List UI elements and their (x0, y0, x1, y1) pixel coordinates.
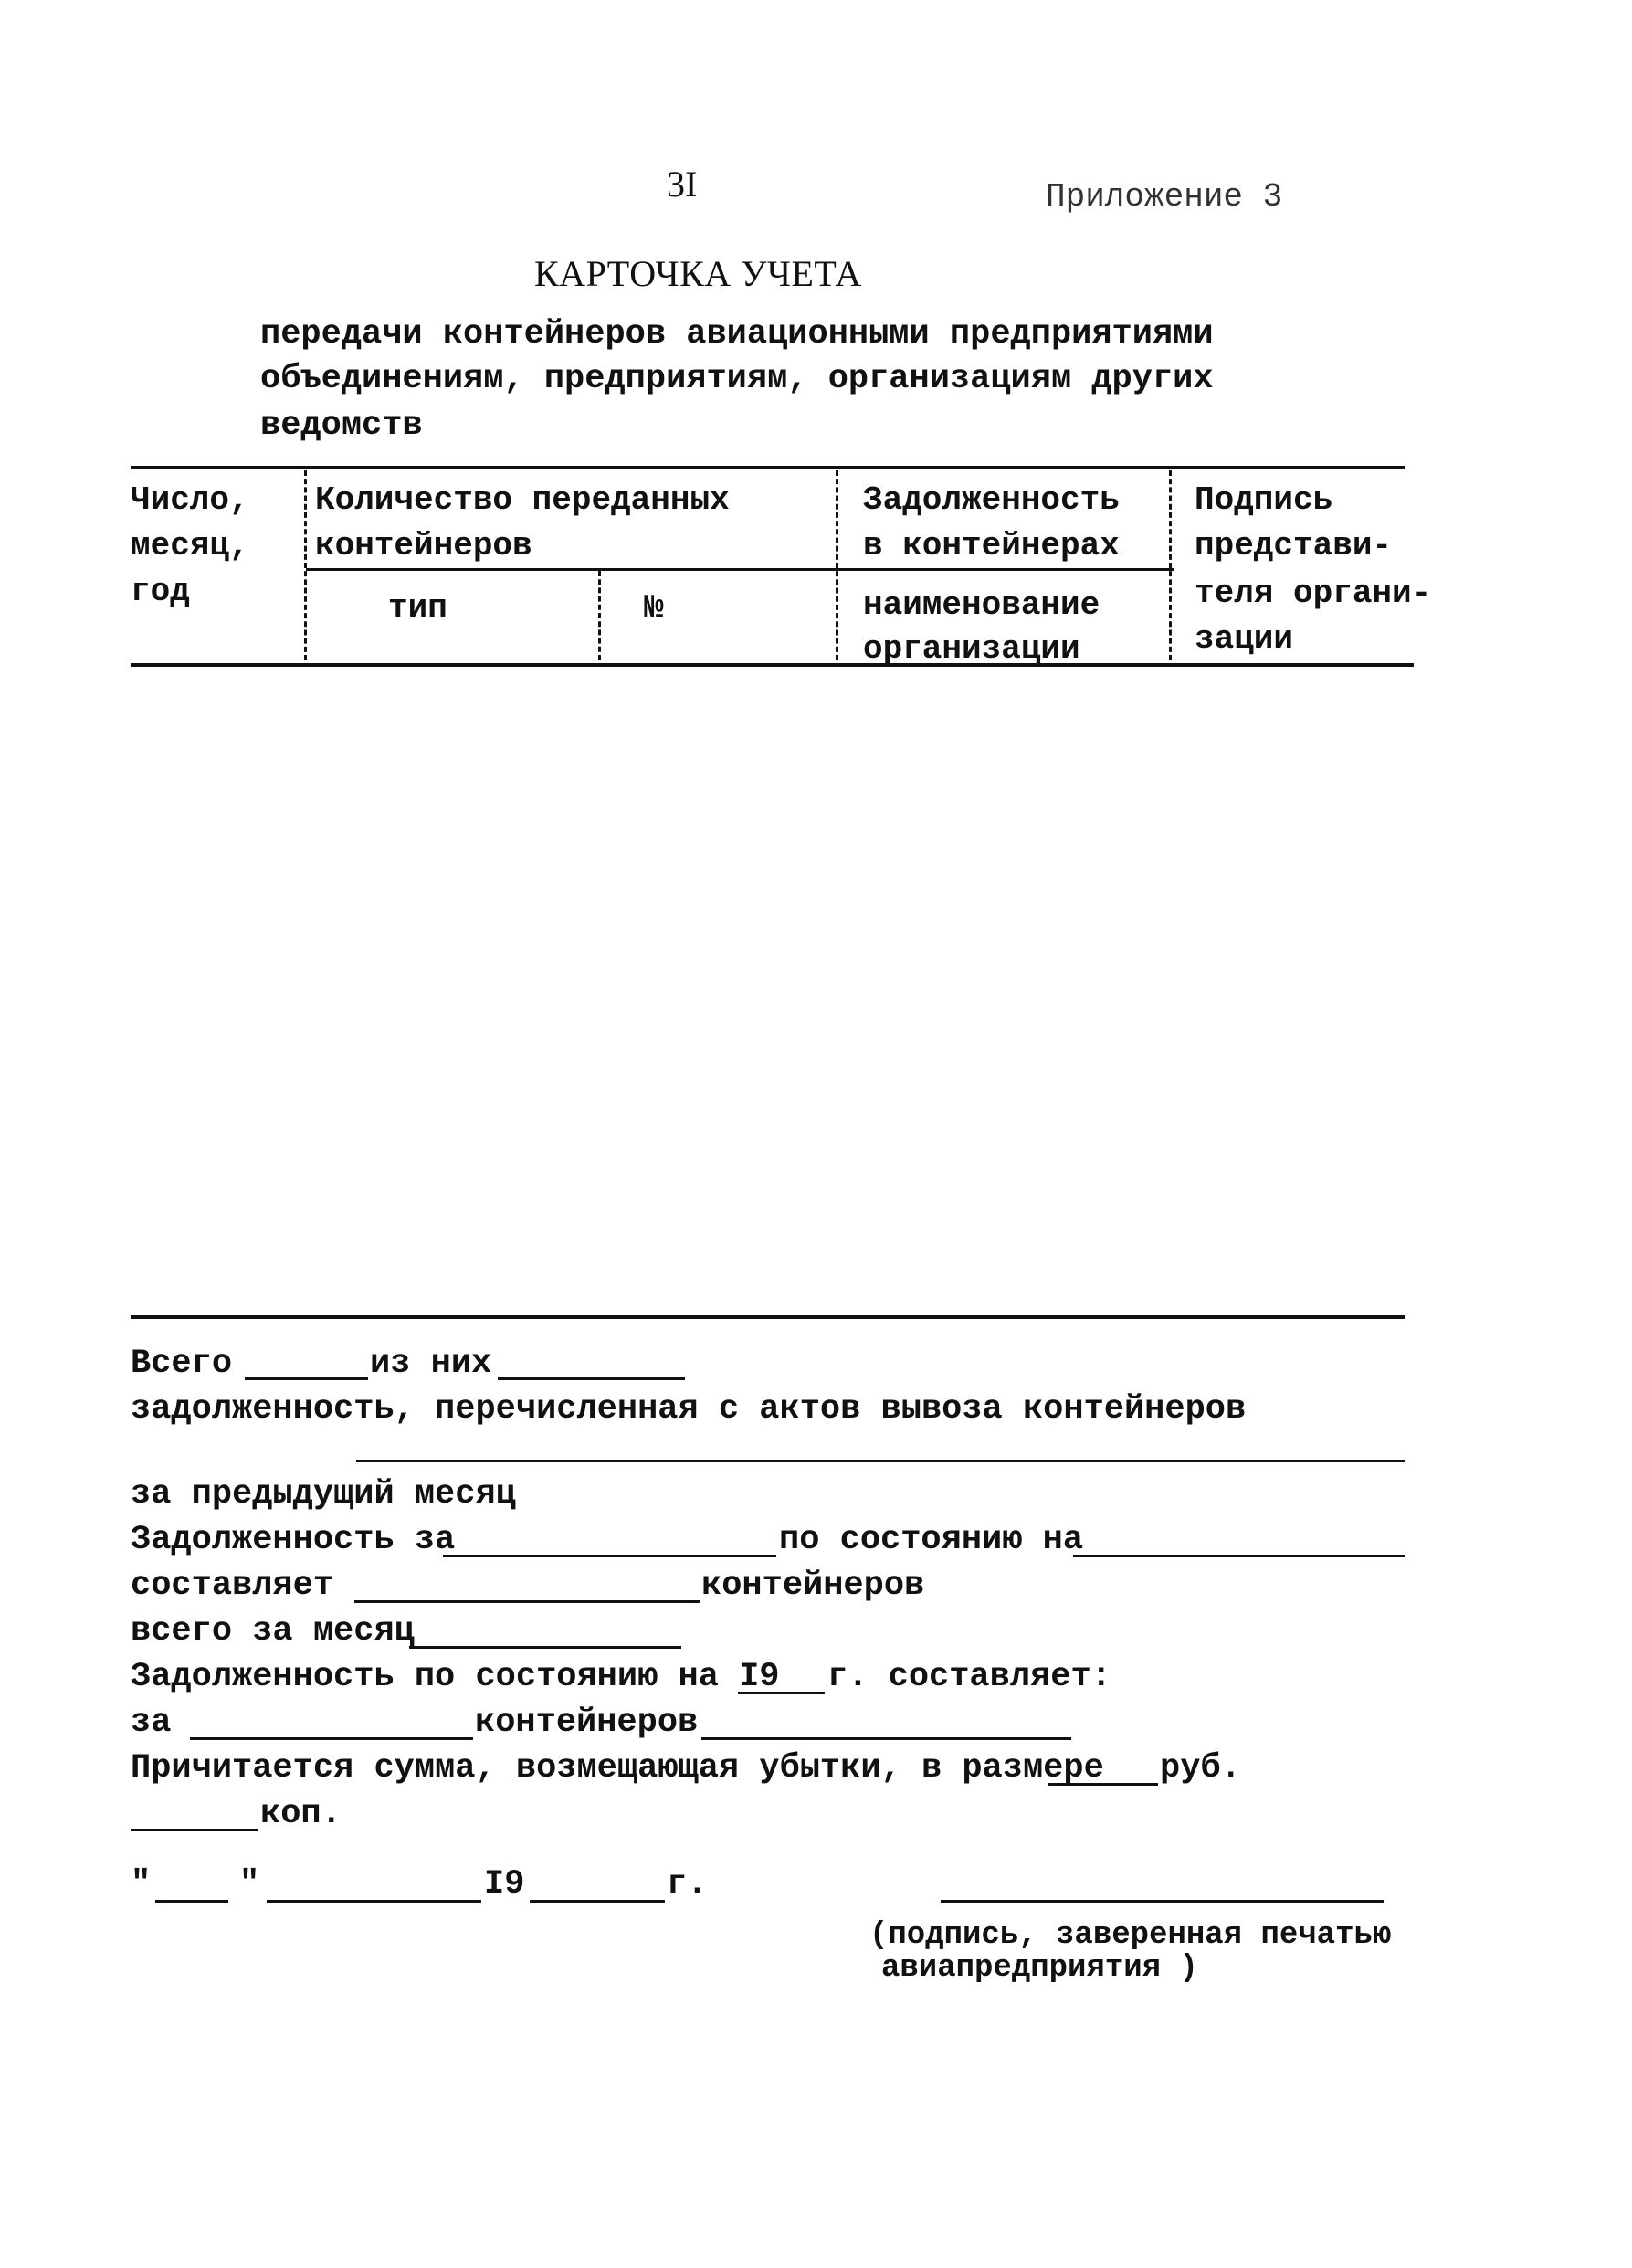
col3-subheader-line-2: организации (863, 630, 1080, 668)
total-blank (245, 1377, 368, 1380)
column-separator-1 (304, 470, 307, 660)
for-label: за (131, 1704, 172, 1742)
signature-line (941, 1900, 1384, 1903)
rub-label: руб. (1160, 1749, 1241, 1788)
column-separator-4 (1169, 470, 1172, 660)
kop-label: коп. (260, 1795, 342, 1833)
col1-header-line-1: Число, (131, 481, 249, 519)
as-of-blank (1073, 1555, 1405, 1557)
debt-transferred-blank (356, 1460, 1405, 1462)
col3-subheader-line-1: наименование (863, 586, 1100, 624)
signature-caption-line-2: авиапредприятия ) (881, 1951, 1198, 1986)
containers-blank-2 (701, 1737, 1071, 1740)
date-day-blank (155, 1900, 228, 1903)
signature-caption-line-1: (подпись, заверенная печатью (869, 1918, 1392, 1953)
col1-header-line-3: год (131, 573, 190, 610)
col4-header-line-4: зации (1195, 620, 1294, 658)
rub-blank (1048, 1783, 1158, 1786)
column-separator-2 (598, 571, 601, 660)
of-them-blank (498, 1377, 685, 1380)
appendix-label: Приложение 3 (1046, 178, 1283, 216)
date-year-prefix: I9 (484, 1865, 525, 1904)
debt-for-blank (443, 1555, 776, 1557)
col1-header-line-2: месяц, (131, 527, 249, 564)
subtitle-line-3: ведомств (260, 406, 423, 445)
col4-header-line-1: Подпись (1195, 481, 1333, 519)
prev-month-label: за предыдущий месяц (131, 1475, 516, 1514)
col4-header-line-2: представи- (1195, 527, 1393, 564)
page-number: 3I (667, 164, 698, 205)
kop-blank (131, 1829, 258, 1831)
total-label: Всего (131, 1345, 233, 1383)
col2-subheader-number: № (644, 589, 664, 627)
date-year-suffix: г. (667, 1865, 708, 1904)
containers-label-2: контейнеров (475, 1704, 699, 1742)
total-month-label: всего за месяц (131, 1612, 415, 1651)
col3-header-line-2: в контейнерах (863, 527, 1120, 564)
debt-as-of-label: Задолженность по состоянию на I9 (131, 1658, 780, 1696)
amounts-label: составляет (131, 1567, 334, 1605)
document-title: КАРТОЧКА УЧЕТА (534, 253, 862, 294)
date-quote-close: " (239, 1865, 260, 1904)
subtitle-line-2: объединениям, предприятиям, организациям других (260, 360, 1214, 398)
subtitle-line-1: передачи контейнеров авиационными предприятиями (260, 315, 1214, 353)
col2-subheader-type: тип (388, 589, 447, 627)
compensation-label: Причитается сумма, возмещающая убытки, в размере (131, 1749, 1104, 1788)
year-amounts-label: г. составляет: (827, 1658, 1111, 1696)
table-group-rule (306, 568, 1174, 571)
as-of-label: по состоянию на (779, 1521, 1084, 1559)
date-year-blank (530, 1900, 665, 1903)
amounts-blank (354, 1600, 700, 1603)
col2-header-line-1: Количество переданных (315, 481, 730, 519)
footer-top-rule (131, 1315, 1405, 1319)
debt-for-label: Задолженность за (131, 1521, 456, 1559)
date-month-blank (267, 1900, 481, 1903)
col3-header-line-1: Задолженность (863, 481, 1120, 519)
col2-header-line-2: контейнеров (315, 527, 532, 564)
debt-transferred-label: задолженность, перечисленная с актов вывоза контейнеров (131, 1390, 1247, 1429)
column-separator-3 (836, 470, 838, 660)
col4-header-line-3: теля органи- (1195, 575, 1432, 612)
for-blank (190, 1737, 473, 1740)
date-quote-open: " (131, 1865, 152, 1904)
of-them-label: из них (370, 1345, 492, 1383)
total-month-blank (409, 1646, 681, 1649)
table-top-rule (131, 466, 1405, 469)
containers-label: контейнеров (701, 1567, 925, 1605)
debt-year-blank (738, 1692, 825, 1694)
table-bottom-rule (131, 663, 1414, 667)
